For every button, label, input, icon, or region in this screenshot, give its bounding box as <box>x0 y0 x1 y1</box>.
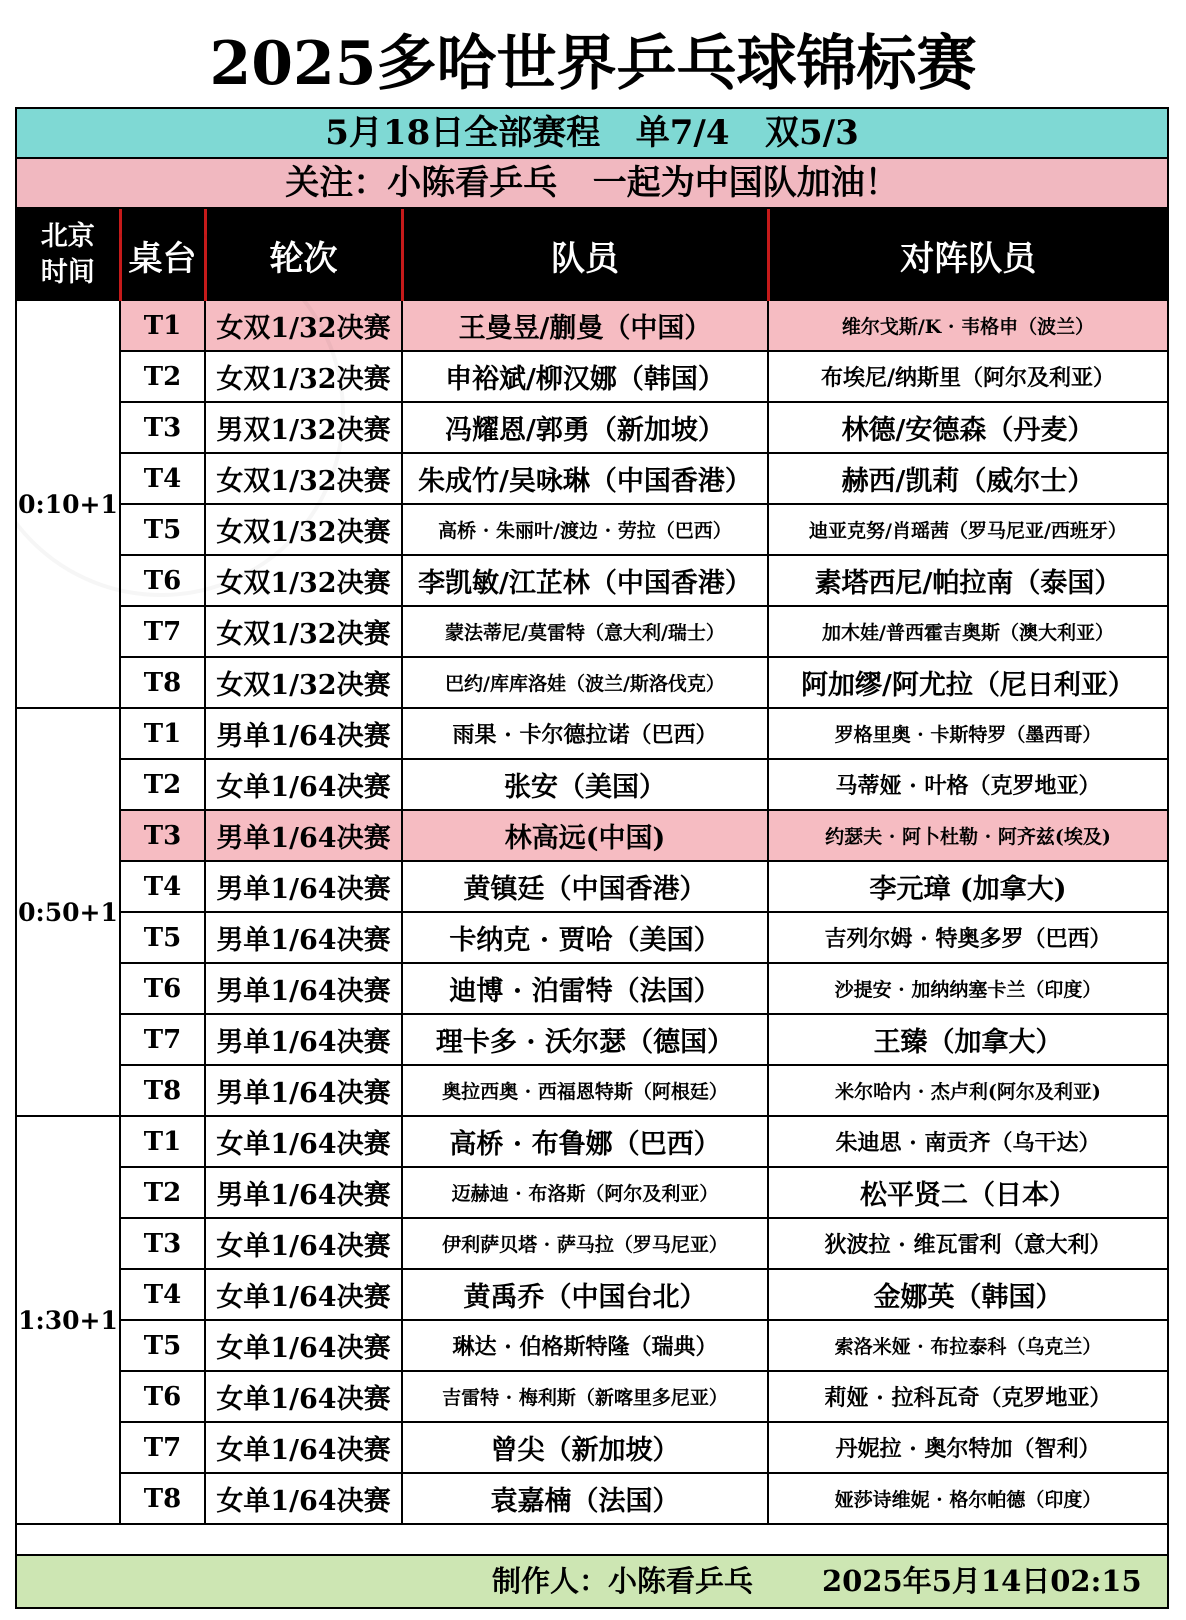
schedule-row <box>17 1014 1167 1065</box>
player-cell: 巴约/库库洛娃（波兰/斯洛伐克） <box>402 657 768 708</box>
opponent-cell: 丹妮拉 · 奥尔特加（智利） <box>768 1422 1167 1473</box>
round-cell: 女双1/32决赛 <box>205 555 402 606</box>
table-cell: T2 <box>120 1167 205 1218</box>
time-cell: 0:10+1 <box>17 301 120 708</box>
header-table: 桌台 <box>120 209 205 301</box>
footer-date: 2025年5月14日02:15 <box>822 1564 1142 1598</box>
round-cell: 女单1/64决赛 <box>205 1269 402 1320</box>
round-cell: 女单1/64决赛 <box>205 1473 402 1524</box>
opponent-cell: 约瑟夫 · 阿卜杜勒 · 阿齐兹(埃及) <box>768 810 1167 861</box>
opponent-cell: 素塔西尼/帕拉南（泰国） <box>768 555 1167 606</box>
opponent-cell: 朱迪思 · 南贡齐（乌干达） <box>768 1116 1167 1167</box>
round-cell: 男单1/64决赛 <box>205 1014 402 1065</box>
table-cell: T8 <box>120 1473 205 1524</box>
round-cell: 男单1/64决赛 <box>205 810 402 861</box>
table-cell: T4 <box>120 453 205 504</box>
opponent-cell: 加木娃/普西霍吉奥斯（澳大利亚） <box>768 606 1167 657</box>
player-cell: 冯耀恩/郭勇（新加坡） <box>402 402 768 453</box>
schedule-row <box>17 1218 1167 1269</box>
schedule-row <box>17 1371 1167 1422</box>
footer-maker: 制作人：小陈看乒乓 <box>492 1564 754 1598</box>
date-banner: 5月18日全部赛程 单7/4 双5/3 <box>17 109 1167 159</box>
table-cell: T3 <box>120 810 205 861</box>
round-cell: 女单1/64决赛 <box>205 1218 402 1269</box>
table-cell: T7 <box>120 1422 205 1473</box>
table-cell: T2 <box>120 759 205 810</box>
player-cell: 迈赫迪 · 布洛斯（阿尔及利亚） <box>402 1167 768 1218</box>
player-cell: 高桥 · 布鲁娜（巴西） <box>402 1116 768 1167</box>
header-opponent: 对阵队员 <box>768 209 1167 301</box>
table-cell: T3 <box>120 402 205 453</box>
header-player: 队员 <box>402 209 768 301</box>
schedule-row <box>17 351 1167 402</box>
player-cell: 王曼昱/蒯曼（中国） <box>402 301 768 351</box>
opponent-cell: 莉娅 · 拉科瓦奇（克罗地亚） <box>768 1371 1167 1422</box>
table-cell: T1 <box>120 1116 205 1167</box>
schedule-row <box>17 1320 1167 1371</box>
table-cell: T6 <box>120 1371 205 1422</box>
opponent-cell: 松平贤二（日本） <box>768 1167 1167 1218</box>
opponent-cell: 阿加缪/阿尤拉（尼日利亚） <box>768 657 1167 708</box>
player-cell: 奥拉西奥 · 西福恩特斯（阿根廷） <box>402 1065 768 1116</box>
round-cell: 男单1/64决赛 <box>205 1065 402 1116</box>
schedule-row <box>17 504 1167 555</box>
player-cell: 朱成竹/吴咏琳（中国香港） <box>402 453 768 504</box>
player-cell: 蒙法蒂尼/莫雷特（意大利/瑞士） <box>402 606 768 657</box>
table-cell: T4 <box>120 1269 205 1320</box>
opponent-cell: 维尔戈斯/K · 韦格申（波兰） <box>768 301 1167 351</box>
time-cell: 1:30+1 <box>17 1116 120 1524</box>
opponent-cell: 吉列尔姆 · 特奥多罗（巴西） <box>768 912 1167 963</box>
schedule-row <box>17 912 1167 963</box>
player-cell: 高桥 · 朱丽叶/渡边 · 劳拉（巴西） <box>402 504 768 555</box>
opponent-cell: 金娜英（韩国） <box>768 1269 1167 1320</box>
opponent-cell: 马蒂娅 · 叶格（克罗地亚） <box>768 759 1167 810</box>
schedule-row <box>17 657 1167 708</box>
header-row <box>17 209 1167 301</box>
schedule-row <box>17 402 1167 453</box>
round-cell: 男单1/64决赛 <box>205 912 402 963</box>
opponent-cell: 沙提安 · 加纳纳塞卡兰（印度） <box>768 963 1167 1014</box>
opponent-cell: 罗格里奥 · 卡斯特罗（墨西哥） <box>768 708 1167 759</box>
opponent-cell: 王臻（加拿大） <box>768 1014 1167 1065</box>
opponent-cell: 索洛米娅 · 布拉泰科（乌克兰） <box>768 1320 1167 1371</box>
player-cell: 理卡多 · 沃尔瑟（德国） <box>402 1014 768 1065</box>
header-time-line1: 北京 <box>40 221 95 252</box>
schedule-row <box>17 606 1167 657</box>
player-cell: 黄禹乔（中国台北） <box>402 1269 768 1320</box>
player-cell: 黄镇廷（中国香港） <box>402 861 768 912</box>
player-cell: 迪博 · 泊雷特（法国） <box>402 963 768 1014</box>
player-cell: 李凯敏/江芷林（中国香港） <box>402 555 768 606</box>
schedule-table <box>17 209 1167 1525</box>
table-cell: T5 <box>120 504 205 555</box>
player-cell: 袁嘉楠（法国） <box>402 1473 768 1524</box>
round-cell: 女单1/64决赛 <box>205 759 402 810</box>
schedule-row <box>17 1473 1167 1524</box>
schedule-row <box>17 301 1167 351</box>
table-cell: T7 <box>120 1014 205 1065</box>
table-cell: T6 <box>120 555 205 606</box>
player-cell: 伊利萨贝塔 · 萨马拉（罗马尼亚） <box>402 1218 768 1269</box>
header-time-line2: 时间 <box>40 257 95 288</box>
schedule-row <box>17 1116 1167 1167</box>
table-cell: T7 <box>120 606 205 657</box>
player-cell: 曾尖（新加坡） <box>402 1422 768 1473</box>
player-cell: 林高远(中国) <box>402 810 768 861</box>
round-cell: 女单1/64决赛 <box>205 1320 402 1371</box>
round-cell: 女双1/32决赛 <box>205 504 402 555</box>
schedule-row <box>17 1422 1167 1473</box>
header-time <box>17 209 120 301</box>
footer <box>17 1554 1167 1607</box>
table-cell: T1 <box>120 301 205 351</box>
header-round: 轮次 <box>205 209 402 301</box>
opponent-cell: 娅莎诗维妮 · 格尔帕德（印度） <box>768 1473 1167 1524</box>
round-cell: 女单1/64决赛 <box>205 1422 402 1473</box>
round-cell: 男单1/64决赛 <box>205 963 402 1014</box>
follow-banner: 关注：小陈看乒乓 一起为中国队加油！ <box>17 159 1167 209</box>
round-cell: 女双1/32决赛 <box>205 351 402 402</box>
table-cell: T5 <box>120 912 205 963</box>
round-cell: 女单1/64决赛 <box>205 1371 402 1422</box>
schedule-row <box>17 1065 1167 1116</box>
opponent-cell: 李元璋 (加拿大) <box>768 861 1167 912</box>
schedule-body <box>17 301 1167 1524</box>
player-cell: 琳达 · 伯格斯特隆（瑞典） <box>402 1320 768 1371</box>
round-cell: 男双1/32决赛 <box>205 402 402 453</box>
schedule-row <box>17 708 1167 759</box>
schedule-row <box>17 555 1167 606</box>
round-cell: 女双1/32决赛 <box>205 606 402 657</box>
round-cell: 男单1/64决赛 <box>205 708 402 759</box>
schedule-row <box>17 810 1167 861</box>
opponent-cell: 布埃尼/纳斯里（阿尔及利亚） <box>768 351 1167 402</box>
table-cell: T4 <box>120 861 205 912</box>
schedule-row <box>17 1167 1167 1218</box>
time-cell: 0:50+1 <box>17 708 120 1116</box>
table-cell: T1 <box>120 708 205 759</box>
opponent-cell: 米尔哈内 · 杰卢利(阿尔及利亚) <box>768 1065 1167 1116</box>
opponent-cell: 赫西/凯莉（威尔士） <box>768 453 1167 504</box>
opponent-cell: 迪亚克努/肖瑶茜（罗马尼亚/西班牙） <box>768 504 1167 555</box>
table-cell: T5 <box>120 1320 205 1371</box>
round-cell: 女双1/32决赛 <box>205 657 402 708</box>
round-cell: 女双1/32决赛 <box>205 301 402 351</box>
player-cell: 雨果 · 卡尔德拉诺（巴西） <box>402 708 768 759</box>
schedule-row <box>17 861 1167 912</box>
schedule-row <box>17 759 1167 810</box>
page-title: 2025多哈世界乒乓球锦标赛 <box>209 29 977 99</box>
table-cell: T3 <box>120 1218 205 1269</box>
player-cell: 吉雷特 · 梅利斯（新喀里多尼亚） <box>402 1371 768 1422</box>
table-cell: T8 <box>120 1065 205 1116</box>
schedule-row <box>17 963 1167 1014</box>
round-cell: 男单1/64决赛 <box>205 861 402 912</box>
table-cell: T6 <box>120 963 205 1014</box>
opponent-cell: 林德/安德森（丹麦） <box>768 402 1167 453</box>
round-cell: 女单1/64决赛 <box>205 1116 402 1167</box>
player-cell: 张安（美国） <box>402 759 768 810</box>
schedule-row <box>17 453 1167 504</box>
table-cell: T8 <box>120 657 205 708</box>
round-cell: 女双1/32决赛 <box>205 453 402 504</box>
opponent-cell: 狄波拉 · 维瓦雷利（意大利） <box>768 1218 1167 1269</box>
table-cell: T2 <box>120 351 205 402</box>
player-cell: 申裕斌/柳汉娜（韩国） <box>402 351 768 402</box>
schedule-row <box>17 1269 1167 1320</box>
player-cell: 卡纳克 · 贾哈（美国） <box>402 912 768 963</box>
round-cell: 男单1/64决赛 <box>205 1167 402 1218</box>
schedule-frame <box>15 107 1169 1609</box>
